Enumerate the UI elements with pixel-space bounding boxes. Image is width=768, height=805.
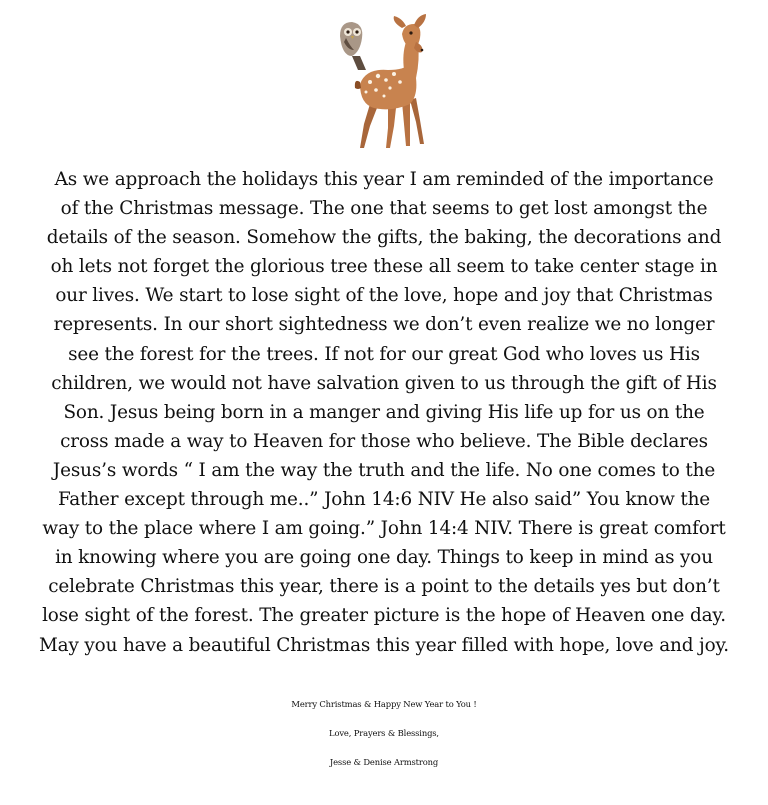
closing-names: Jesse & Denise Armstrong <box>329 757 439 767</box>
letter-line: lose sight of the forest. The greater picture is the hope of Heaven one day. <box>42 605 726 627</box>
letter-line: celebrate Christmas this year, there is a point to the details yes but don’t <box>48 576 720 598</box>
closing-signature <box>0 690 768 777</box>
letter-line: cross made a way to Heaven for those who believe. The Bible declares <box>60 430 708 452</box>
letter-line: details of the season. Somehow the gifts, the baking, the decorations and <box>46 227 722 249</box>
letter-line: May you have a beautiful Christmas this year filled with hope, love and joy. <box>38 634 729 656</box>
letter-line: As we approach the holidays this year I am reminded of the importance <box>54 169 714 190</box>
fawn-with-owl-icon <box>330 12 434 154</box>
letter-line: see the forest for the trees. If not for our great God who loves us His <box>68 343 700 365</box>
letter-line: Jesus’s words “ I am the way the truth and the life. No one comes to the <box>52 459 716 481</box>
letter-line: Son. Jesus being born in a manger and giving His life up for us on the <box>63 401 705 423</box>
letter-line: way to the place where I am going.” John 14:4 NIV. There is great comfort <box>42 518 726 540</box>
letter-line: oh lets not forget the glorious tree these all seem to take center stage in <box>50 256 718 278</box>
letter-line: children, we would not have salvation given to us through the gift of His <box>51 372 717 394</box>
closing-signoff: Love, Prayers & Blessings, <box>329 728 439 738</box>
closing-greeting: Merry Christmas & Happy New Year to You ! <box>291 699 477 709</box>
letter-line: in knowing where you are going one day. Things to keep in mind as you <box>55 547 713 569</box>
letter-line: of the Christmas message. The one that seems to get lost amongst the <box>60 198 708 220</box>
letter-body <box>10 165 758 660</box>
letter-line: represents. In our short sightedness we don’t even realize we no longer <box>53 314 715 336</box>
letter-line: Father except through me..” John 14:6 NIV He also said” You know the <box>57 489 711 511</box>
letter-line: our lives. We start to lose sight of the love, hope and joy that Christmas <box>55 285 713 307</box>
